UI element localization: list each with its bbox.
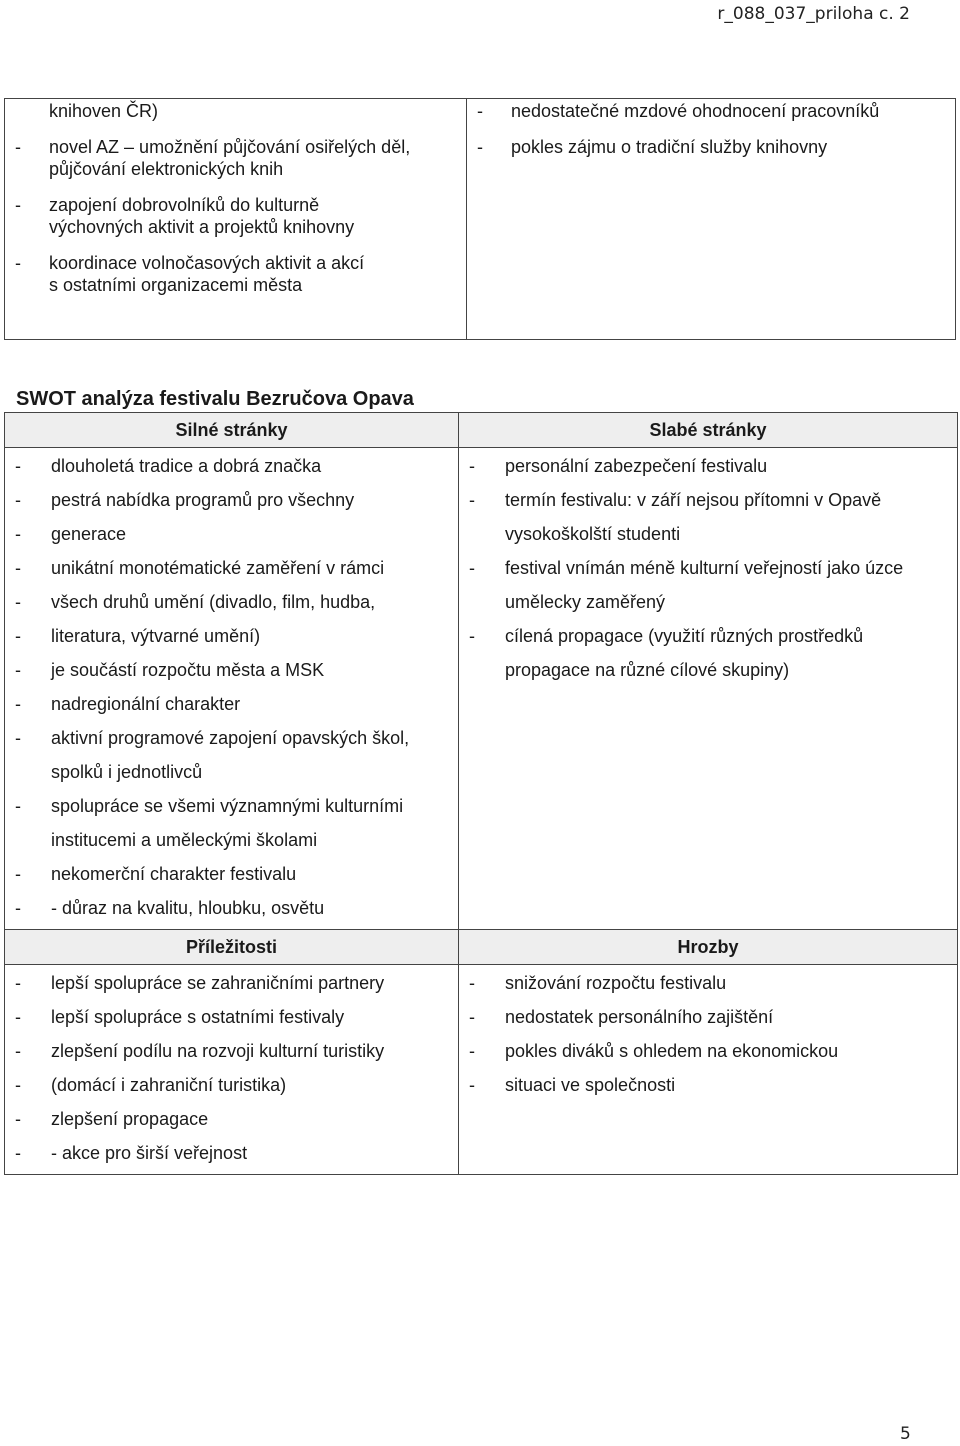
list-item	[5, 449, 458, 483]
threats-header: Hrozby	[459, 930, 958, 965]
list-item-text: snižování rozpočtu festivalu	[505, 973, 727, 993]
strengths-header: Silné stránky	[5, 413, 459, 448]
list-item	[5, 1136, 458, 1170]
list-item	[5, 136, 466, 180]
bullet-dash: -	[15, 1041, 21, 1061]
library-swot-continuation-table	[4, 98, 956, 340]
list-item-text: nedostatek personálního zajištění	[505, 1007, 774, 1027]
list-item	[5, 823, 458, 857]
bullet-dash: -	[15, 694, 21, 714]
list-item	[5, 653, 458, 687]
swot-body-row	[5, 448, 958, 930]
list-item-text: všech druhů umění (divadlo, film, hudba,	[51, 592, 376, 612]
list-item-text: cílená propagace (využití různých prostředků	[505, 626, 864, 646]
list-item	[5, 1000, 458, 1034]
list-item	[5, 619, 458, 653]
bullet-dash: -	[15, 558, 21, 578]
list-item	[5, 966, 458, 1000]
bullet-dash: -	[469, 626, 475, 646]
list-item	[5, 687, 458, 721]
bullet-dash: -	[469, 490, 475, 510]
list-item-text: (domácí i zahraniční turistika)	[51, 1075, 287, 1095]
list-item-text: zlepšení podílu na rozvoji kulturní turistiky	[51, 1041, 385, 1061]
bullet-dash: -	[477, 101, 483, 121]
list-item-line: výchovných aktivit a projektů knihovny	[49, 217, 355, 237]
bullet-dash: -	[469, 558, 475, 578]
bullet-dash: -	[15, 456, 21, 476]
list-item	[5, 551, 458, 585]
list-item	[5, 789, 458, 823]
bullet-dash: -	[15, 253, 21, 273]
list-item-line: novel AZ – umožnění půjčování osiřelých děl,	[49, 137, 411, 157]
bullet-dash: -	[469, 1007, 475, 1027]
list-item-text: pokles diváků s ohledem na ekonomickou	[505, 1041, 839, 1061]
bullet-dash: -	[15, 973, 21, 993]
swot-title: SWOT analýza festivalu Bezručova Opava	[16, 388, 414, 410]
weaknesses-cell	[459, 448, 958, 930]
list-item	[459, 585, 957, 619]
bullet-dash: -	[477, 137, 483, 157]
list-item-text: literatura, výtvarné umění)	[51, 626, 261, 646]
bullet-dash: -	[15, 195, 21, 215]
right-cell	[467, 99, 955, 339]
list-item	[459, 483, 957, 517]
bullet-dash: -	[15, 626, 21, 646]
list-item	[459, 1000, 957, 1034]
list-item	[5, 1102, 458, 1136]
list-item-text: personální zabezpečení festivalu	[505, 456, 768, 476]
list-item	[467, 100, 955, 122]
bullet-dash: -	[15, 592, 21, 612]
list-item	[5, 585, 458, 619]
strengths-cell	[5, 448, 459, 930]
list-item	[5, 1034, 458, 1068]
list-item-text: nekomerční charakter festivalu	[51, 864, 297, 884]
list-item-text: umělecky zaměřený	[505, 592, 666, 612]
list-item	[5, 857, 458, 891]
bullet-dash: -	[15, 1007, 21, 1027]
bullet-dash: -	[469, 456, 475, 476]
bullet-dash: -	[15, 864, 21, 884]
list-item	[5, 252, 466, 296]
threats-cell	[459, 965, 958, 1175]
list-item-line: koordinace volnočasových aktivit a akcí	[49, 253, 365, 273]
list-item-line: zapojení dobrovolníků do kulturně	[49, 195, 320, 215]
list-item-line: s ostatními organizacemi města	[49, 275, 303, 295]
list-item-text: pestrá nabídka programů pro všechny	[51, 490, 355, 510]
list-item	[459, 619, 957, 653]
list-item-text: lepší spolupráce s ostatními festivaly	[51, 1007, 345, 1027]
bullet-dash: -	[15, 1143, 21, 1163]
bullet-dash: -	[15, 796, 21, 816]
list-item-text: zlepšení propagace	[51, 1109, 209, 1129]
list-item-line: pokles zájmu o tradiční služby knihovny	[511, 137, 828, 157]
list-item	[5, 891, 458, 925]
bullet-dash: -	[15, 728, 21, 748]
list-item-text: - akce pro širší veřejnost	[51, 1143, 248, 1163]
list-item-text: dlouholetá tradice a dobrá značka	[51, 456, 322, 476]
list-item-text: unikátní monotématické zaměření v rámci	[51, 558, 385, 578]
opportunities-header: Příležitosti	[5, 930, 459, 965]
list-item-text: festival vnímán méně kulturní veřejností jako úzce	[505, 558, 904, 578]
list-item	[5, 1068, 458, 1102]
left-cell	[5, 99, 467, 339]
bullet-dash: -	[15, 898, 21, 918]
list-item	[5, 755, 458, 789]
list-item-text: spolupráce se všemi významnými kulturními	[51, 796, 404, 816]
list-item	[459, 551, 957, 585]
bullet-dash: -	[469, 973, 475, 993]
bullet-dash: -	[15, 660, 21, 680]
swot-header-row	[5, 413, 958, 448]
bullet-dash: -	[15, 490, 21, 510]
list-item	[5, 517, 458, 551]
list-item	[459, 1034, 957, 1068]
bullet-dash: -	[15, 1109, 21, 1129]
list-item	[5, 483, 458, 517]
list-item	[5, 194, 466, 238]
list-item-text: institucemi a uměleckými školami	[51, 830, 318, 850]
document-reference: r_088_037_priloha c. 2	[717, 4, 910, 24]
bullet-dash: -	[469, 1041, 475, 1061]
list-item-text: generace	[51, 524, 127, 544]
list-item-text: spolků i jednotlivců	[51, 762, 203, 782]
swot-body-row	[5, 965, 958, 1175]
list-item-text: - důraz na kvalitu, hloubku, osvětu	[51, 898, 325, 918]
list-item-text: termín festivalu: v září nejsou přítomni v Opavě	[505, 490, 882, 510]
page-number: 5	[900, 1424, 911, 1444]
list-item-text: lepší spolupráce se zahraničními partnery	[51, 973, 385, 993]
swot-header-row	[5, 930, 958, 965]
list-item	[467, 136, 955, 158]
bullet-dash: -	[469, 1075, 475, 1095]
list-item	[5, 721, 458, 755]
bullet-dash: -	[15, 1075, 21, 1095]
list-item	[459, 449, 957, 483]
list-item-text: je součástí rozpočtu města a MSK	[51, 660, 325, 680]
festival-swot-table	[4, 412, 958, 1175]
weaknesses-header: Slabé stránky	[459, 413, 958, 448]
list-item	[459, 517, 957, 551]
list-item-line: nedostatečné mzdové ohodnocení pracovníků	[511, 101, 880, 121]
opportunities-cell	[5, 965, 459, 1175]
list-item-text: propagace na různé cílové skupiny)	[505, 660, 790, 680]
list-item	[459, 653, 957, 687]
list-item	[459, 966, 957, 1000]
list-item-text: situaci ve společnosti	[505, 1075, 676, 1095]
list-item-text: aktivní programové zapojení opavských škol,	[51, 728, 410, 748]
list-item	[459, 1068, 957, 1102]
list-item-text: vysokoškolští studenti	[505, 524, 681, 544]
list-item-text: nadregionální charakter	[51, 694, 241, 714]
list-item-line: půjčování elektronických knih	[49, 159, 284, 179]
left-lead-text: knihoven ČR)	[49, 101, 159, 121]
bullet-dash: -	[15, 137, 21, 157]
bullet-dash: -	[15, 524, 21, 544]
